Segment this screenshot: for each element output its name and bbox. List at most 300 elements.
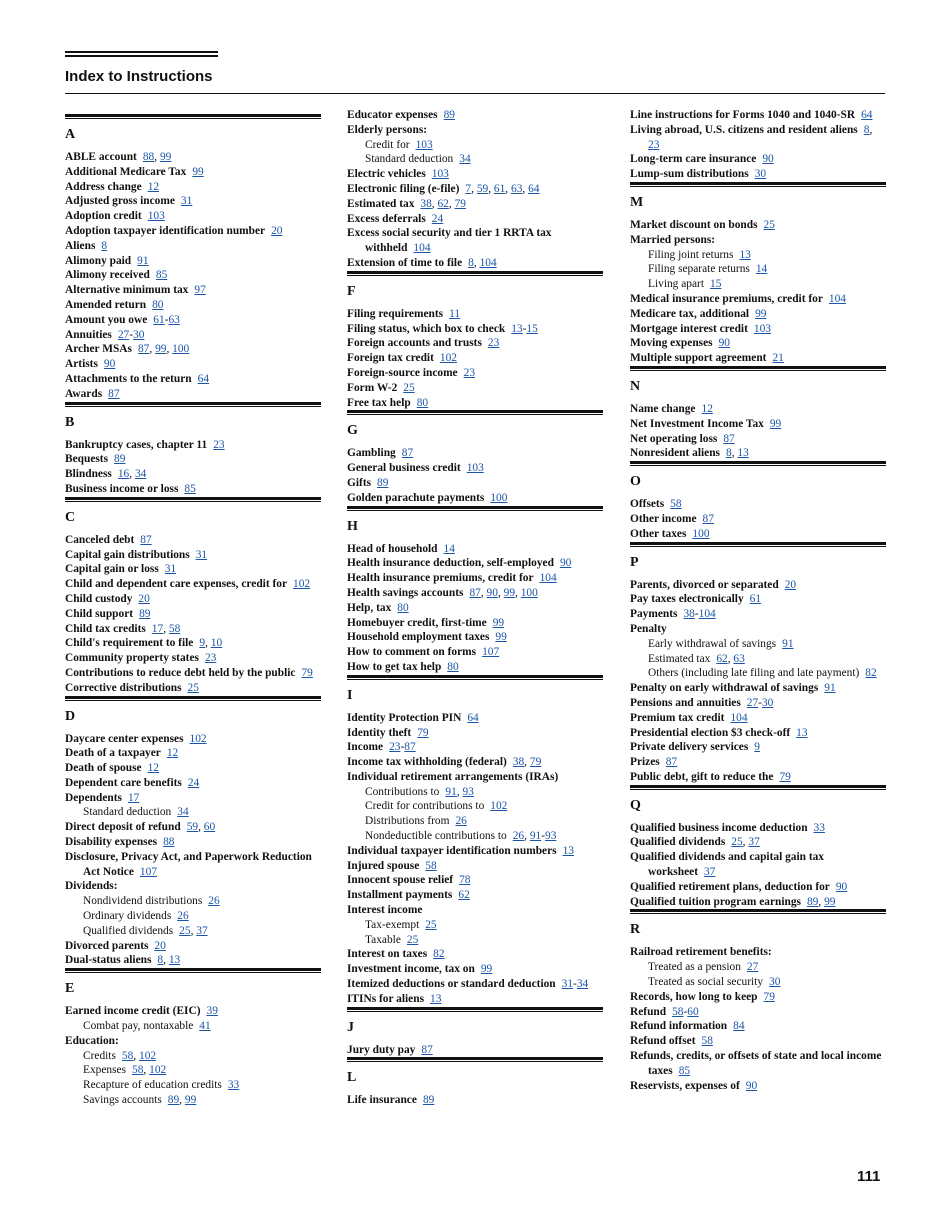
section-rule — [347, 271, 603, 276]
entry-term: Injured spouse — [347, 859, 420, 872]
entry-pages — [118, 329, 145, 341]
page-link[interactable]: 31 — [180, 195, 193, 208]
page-link[interactable]: 24 — [187, 776, 200, 789]
page-link[interactable]: 90 — [103, 358, 116, 371]
page-link[interactable]: 87 — [702, 512, 714, 525]
page-link[interactable]: 103 — [415, 138, 433, 151]
page-link[interactable]: 104 — [730, 711, 748, 724]
page-link[interactable]: 34 — [576, 978, 589, 991]
index-entry — [630, 990, 886, 1005]
page-link[interactable]: 13 — [511, 322, 523, 335]
index-entry — [65, 651, 321, 666]
page-link[interactable]: 99 — [155, 343, 167, 356]
page-link[interactable]: 103 — [147, 210, 165, 223]
page-link[interactable]: 63 — [733, 652, 745, 665]
page-link[interactable]: 33 — [813, 821, 825, 834]
page-link[interactable]: 25 — [425, 918, 437, 931]
page-link[interactable]: 37 — [748, 836, 760, 849]
index-entry — [347, 1093, 603, 1108]
page-link[interactable]: 15 — [710, 278, 722, 291]
entry-pages — [562, 978, 589, 990]
entry-term: Reservists, expenses of — [630, 1079, 740, 1092]
index-entry — [347, 962, 603, 977]
page-link[interactable]: 27 — [746, 696, 759, 709]
page-link[interactable]: 104 — [479, 256, 497, 269]
page-link[interactable]: 89 — [114, 453, 126, 466]
section-rule — [347, 506, 603, 511]
index-entry — [630, 835, 886, 850]
page-separator: - — [522, 322, 527, 335]
index-entry — [630, 307, 886, 322]
index-section — [347, 108, 603, 271]
entry-pages — [513, 756, 541, 768]
index-entry — [347, 197, 603, 212]
index-entry — [65, 939, 321, 954]
page-separator: - — [573, 978, 577, 991]
entry-pages — [153, 314, 180, 326]
page-link[interactable]: 87 — [108, 387, 120, 400]
page-link[interactable]: 23 — [487, 337, 500, 350]
page-link[interactable]: 85 — [678, 1064, 691, 1077]
page-link[interactable]: 102 — [149, 1064, 167, 1077]
page-link[interactable]: 17 — [127, 791, 140, 804]
page-link[interactable]: 102 — [189, 732, 207, 745]
page-link[interactable]: 30 — [769, 976, 781, 989]
index-entry — [65, 1034, 321, 1049]
page-link[interactable]: 99 — [824, 895, 836, 908]
page-link[interactable]: 12 — [147, 762, 159, 775]
index-subentry — [630, 652, 886, 667]
page-link[interactable]: 7 — [465, 182, 472, 195]
page-link[interactable]: 90 — [745, 1079, 758, 1092]
page-link[interactable]: 64 — [528, 182, 540, 195]
page-link[interactable]: 107 — [482, 646, 500, 659]
page-link[interactable]: 102 — [139, 1049, 157, 1062]
entry-pages — [152, 623, 180, 635]
entry-pages — [128, 792, 139, 804]
page-link[interactable]: 58 — [670, 498, 682, 511]
entry-term: Refund — [630, 1005, 667, 1018]
page-link[interactable]: 99 — [755, 307, 767, 320]
page-link[interactable]: 88 — [142, 151, 155, 163]
entry-term: Qualified dividends — [83, 924, 174, 937]
page-link[interactable]: 31 — [561, 978, 574, 991]
page-link[interactable]: 87 — [421, 1043, 433, 1056]
page-link[interactable]: 23 — [204, 652, 217, 665]
page-link[interactable]: 87 — [404, 741, 416, 754]
page-link[interactable]: 79 — [779, 770, 791, 783]
page-link[interactable]: 15 — [526, 322, 538, 335]
entry-term: Qualified retirement plans, deduction for — [630, 880, 830, 893]
index-section — [630, 108, 886, 182]
page-link[interactable]: 60 — [687, 1005, 699, 1018]
entry-term: Net Investment Income Tax — [630, 417, 764, 430]
page-link[interactable]: 26 — [177, 910, 189, 923]
page-link[interactable]: 25 — [403, 381, 415, 394]
index-entry — [65, 194, 321, 209]
index-section-a — [65, 114, 321, 402]
page-link[interactable]: 11 — [449, 307, 461, 320]
page-link[interactable]: 31 — [195, 548, 208, 561]
index-section-r — [630, 909, 886, 1093]
entry-term: Child's requirement to file — [65, 637, 194, 650]
page-separator: , — [505, 182, 511, 195]
index-entry — [630, 218, 886, 233]
page-link[interactable]: 12 — [701, 402, 713, 415]
page-link[interactable]: 23 — [213, 438, 225, 451]
section-rule — [65, 696, 321, 701]
page-link[interactable]: 20 — [138, 592, 150, 605]
entry-term: Free tax help — [347, 396, 411, 409]
section-rule — [630, 909, 886, 914]
page-link[interactable]: 90 — [762, 153, 774, 166]
section-rule — [630, 542, 886, 547]
page-link[interactable]: 91 — [445, 785, 457, 798]
page-link[interactable]: 39 — [206, 1005, 218, 1018]
page-link[interactable]: 58 — [701, 1035, 713, 1048]
page-link[interactable]: 13 — [737, 447, 749, 460]
page-link[interactable]: 79 — [301, 666, 313, 679]
index-entry — [347, 446, 603, 461]
page-link[interactable]: 9 — [199, 637, 206, 650]
page-link[interactable]: 90 — [486, 586, 498, 599]
page-link[interactable]: 25 — [763, 218, 775, 231]
entry-term: Dependents — [65, 791, 122, 804]
page-link[interactable]: 34 — [177, 806, 189, 819]
entry-pages — [194, 284, 205, 296]
entry-pages — [444, 543, 455, 555]
section-letter: M — [630, 194, 644, 210]
page-link[interactable]: 100 — [692, 527, 710, 540]
page-link[interactable]: 64 — [861, 109, 873, 121]
page-link[interactable]: 104 — [539, 572, 557, 585]
index-section-i — [347, 675, 603, 1007]
page-link[interactable]: 89 — [422, 1094, 435, 1107]
page-link[interactable]: 104 — [413, 242, 431, 255]
page-link[interactable]: 23 — [648, 138, 660, 151]
page-link[interactable]: 41 — [199, 1020, 211, 1033]
page-link[interactable]: 99 — [480, 963, 493, 976]
page-link[interactable]: 87 — [723, 432, 735, 445]
entry-term: Amended return — [65, 298, 147, 311]
entry-term: Penalty on early withdrawal of savings — [630, 682, 819, 695]
index-entry — [347, 1043, 603, 1058]
page-link[interactable]: 79 — [763, 990, 775, 1003]
page-link[interactable]: 99 — [503, 586, 516, 599]
entry-term: Death of spouse — [65, 762, 142, 775]
page-link[interactable]: 37 — [196, 924, 208, 937]
page-link[interactable]: 13 — [796, 726, 808, 739]
entry-pages — [488, 337, 499, 349]
entry-pages — [148, 210, 165, 222]
page-link[interactable]: 87 — [665, 756, 678, 769]
entry-term: Educator expenses — [347, 109, 438, 121]
index-entry — [630, 123, 886, 153]
page-link[interactable]: 30 — [761, 696, 774, 709]
page-link[interactable]: 99 — [192, 165, 204, 178]
page-link[interactable]: 80 — [416, 396, 429, 409]
index-subentry — [630, 277, 886, 292]
page-link[interactable]: 90 — [718, 337, 730, 350]
page-link[interactable]: 91 — [782, 637, 794, 650]
entry-term: Business income or loss — [65, 482, 179, 495]
entry-pages — [177, 910, 188, 922]
page-separator: , — [166, 343, 173, 356]
page-link[interactable]: 30 — [133, 328, 145, 341]
page-link[interactable]: 59 — [186, 821, 199, 834]
entry-pages — [148, 762, 159, 774]
page-link[interactable]: 64 — [197, 372, 210, 385]
index-entry — [347, 212, 603, 227]
entry-term: Payments — [630, 608, 678, 621]
page-link[interactable]: 103 — [753, 322, 771, 335]
page-link[interactable]: 38 — [420, 197, 432, 210]
entry-pages — [692, 528, 709, 540]
page-link[interactable]: 61 — [153, 313, 165, 326]
page-link[interactable]: 79 — [417, 726, 429, 739]
index-entry — [347, 307, 603, 322]
page-link[interactable]: 80 — [447, 660, 459, 673]
page-link[interactable]: 87 — [140, 533, 152, 546]
index-entry — [630, 1079, 886, 1094]
entry-pages — [167, 747, 178, 759]
page-link[interactable]: 31 — [164, 563, 177, 576]
page-link[interactable]: 17 — [151, 622, 164, 635]
page-link[interactable]: 14 — [755, 263, 768, 276]
page-link[interactable]: 102 — [293, 578, 311, 591]
page-link[interactable]: 58 — [168, 622, 181, 635]
page-link[interactable]: 26 — [455, 815, 467, 828]
entry-pages — [861, 109, 872, 121]
index-entry — [630, 527, 886, 542]
entry-term: Gambling — [347, 447, 396, 460]
page-link[interactable]: 91 — [824, 682, 836, 695]
page-link[interactable]: 91 — [529, 830, 542, 843]
entry-pages — [416, 139, 433, 151]
page-link[interactable]: 102 — [439, 352, 457, 365]
page-link[interactable]: 97 — [194, 284, 206, 297]
page-link[interactable]: 38 — [512, 756, 525, 769]
entry-term: Investment income, tax on — [347, 963, 475, 976]
page-link[interactable]: 90 — [835, 880, 848, 893]
page-link[interactable]: 26 — [512, 830, 525, 843]
index-entry — [630, 402, 886, 417]
page-link[interactable]: 79 — [529, 756, 542, 769]
page-link[interactable]: 85 — [155, 269, 168, 282]
index-section-g — [347, 410, 603, 505]
page-link[interactable]: 87 — [401, 447, 414, 460]
page-link[interactable]: 78 — [459, 874, 471, 887]
page-link[interactable]: 88 — [163, 836, 175, 849]
page-link[interactable]: 13 — [562, 844, 574, 857]
page-link[interactable]: 8 — [101, 239, 108, 252]
page-link[interactable]: 27 — [746, 961, 759, 974]
entry-term: Divorced parents — [65, 939, 149, 952]
page-link[interactable]: 58 — [672, 1005, 684, 1018]
page-link[interactable]: 14 — [443, 542, 455, 555]
page-link[interactable]: 8 — [468, 256, 474, 269]
page-link[interactable]: 99 — [492, 616, 505, 629]
entry-term: Refund offset — [630, 1035, 696, 1048]
page-link[interactable]: 20 — [784, 578, 797, 591]
page-link[interactable]: 100 — [172, 343, 190, 356]
page-link[interactable]: 34 — [134, 468, 147, 481]
entry-term: Credits — [83, 1049, 116, 1062]
entry-term: Alimony received — [65, 269, 150, 282]
page-link[interactable]: 8 — [725, 447, 732, 460]
entry-pages — [769, 976, 780, 988]
index-entry — [347, 755, 603, 770]
page-link[interactable]: 26 — [208, 895, 220, 908]
page-link[interactable]: 8 — [863, 123, 870, 136]
entry-pages — [108, 388, 119, 400]
page-link[interactable]: 13 — [168, 954, 181, 967]
page-link[interactable]: 82 — [433, 948, 445, 961]
entry-term: Standard deduction — [83, 806, 172, 819]
page-link[interactable]: 62 — [458, 889, 470, 902]
page-link[interactable]: 30 — [754, 168, 767, 181]
page-link[interactable]: 99 — [495, 631, 507, 644]
page-link[interactable]: 9 — [754, 741, 760, 754]
entry-term: Offsets — [630, 498, 665, 511]
page-link[interactable]: 24 — [431, 212, 444, 225]
index-entry — [347, 182, 603, 197]
page-link[interactable]: 34 — [459, 153, 471, 166]
page-link[interactable]: 99 — [769, 417, 782, 430]
page-link[interactable]: 61 — [493, 182, 506, 195]
page-link[interactable]: 87 — [137, 343, 150, 356]
page-link[interactable]: 60 — [203, 821, 216, 834]
page-link[interactable]: 16 — [117, 468, 130, 481]
entry-pages — [440, 352, 457, 364]
page-link[interactable]: 58 — [132, 1064, 144, 1077]
page-link[interactable]: 12 — [166, 747, 179, 760]
entry-pages — [762, 153, 773, 165]
page-link[interactable]: 84 — [733, 1020, 745, 1033]
page-link[interactable]: 91 — [137, 254, 149, 267]
page-link[interactable]: 80 — [152, 298, 164, 311]
entry-term: Household employment taxes — [347, 631, 490, 644]
entry-term: Income — [347, 741, 384, 754]
page-link[interactable]: 99 — [184, 1094, 197, 1107]
page-link[interactable]: 93 — [545, 830, 557, 843]
index-entry — [347, 336, 603, 351]
page-link[interactable]: 20 — [154, 939, 166, 952]
entry-pages — [495, 631, 506, 643]
entry-term: Extension of time to file — [347, 256, 463, 269]
page-link[interactable]: 89 — [443, 109, 455, 121]
page-link[interactable]: 104 — [698, 608, 716, 621]
entry-pages — [672, 1006, 699, 1018]
page-link[interactable]: 8 — [157, 954, 164, 967]
index-entry — [65, 666, 321, 681]
entry-term: Railroad retirement benefits: — [630, 946, 772, 959]
index-column-2 — [347, 108, 603, 1108]
page-link[interactable]: 25 — [187, 681, 199, 694]
index-entry — [65, 533, 321, 548]
entry-pages — [865, 667, 876, 679]
page-link[interactable]: 85 — [184, 482, 196, 495]
page-separator: , — [133, 1049, 139, 1062]
entry-pages — [154, 940, 165, 952]
page-link[interactable]: 37 — [703, 866, 716, 879]
page-separator: , — [869, 123, 873, 136]
page-link[interactable]: 103 — [431, 168, 449, 181]
page-link[interactable]: 89 — [377, 476, 389, 489]
entry-term: Net operating loss — [630, 432, 718, 445]
page-link[interactable]: 27 — [117, 328, 130, 341]
page-link[interactable]: 33 — [227, 1079, 240, 1092]
page-link[interactable]: 63 — [511, 182, 523, 195]
page-link[interactable]: 59 — [476, 182, 489, 195]
section-letter: D — [65, 708, 76, 724]
page-link[interactable]: 93 — [462, 785, 474, 798]
index-entry — [630, 850, 886, 880]
page-link[interactable]: 62 — [716, 652, 728, 665]
page-link[interactable]: 13 — [739, 248, 751, 261]
section-letter: G — [347, 423, 358, 439]
page-link[interactable]: 89 — [806, 895, 819, 908]
entry-pages — [513, 830, 557, 842]
page-link[interactable]: 23 — [463, 366, 476, 379]
page-link[interactable]: 61 — [749, 593, 762, 606]
page-link[interactable]: 23 — [389, 741, 401, 754]
page-link[interactable]: 100 — [490, 491, 508, 504]
page-link[interactable]: 58 — [425, 859, 437, 872]
entry-pages — [420, 198, 466, 210]
page-link[interactable]: 90 — [559, 557, 572, 570]
index-entry — [347, 977, 603, 992]
page-link[interactable]: 63 — [168, 313, 180, 326]
page-link[interactable]: 64 — [467, 711, 479, 724]
page-link[interactable]: 82 — [865, 667, 877, 680]
page-link[interactable]: 21 — [772, 352, 784, 365]
page-link[interactable]: 89 — [167, 1094, 180, 1107]
entry-term: Foreign accounts and trusts — [347, 337, 482, 350]
page-link[interactable]: 12 — [147, 180, 160, 193]
page-link[interactable]: 87 — [469, 586, 481, 599]
page-link[interactable]: 25 — [179, 924, 191, 937]
index-entry — [65, 607, 321, 622]
entry-pages — [187, 821, 215, 833]
page-link[interactable]: 20 — [271, 224, 283, 237]
entry-pages — [730, 712, 747, 724]
page-link[interactable]: 100 — [520, 586, 538, 599]
page-link[interactable]: 38 — [683, 608, 695, 621]
page-link[interactable]: 104 — [828, 292, 846, 305]
page-link[interactable]: 58 — [121, 1049, 134, 1062]
index-entry — [347, 711, 603, 726]
page-link[interactable]: 107 — [139, 865, 158, 878]
index-subentry — [347, 152, 603, 167]
index-section-l — [347, 1057, 603, 1108]
index-entry — [630, 578, 886, 593]
page-link[interactable]: 102 — [490, 800, 508, 813]
page-link[interactable]: 99 — [159, 151, 172, 163]
entry-pages — [702, 403, 713, 415]
entry-pages — [814, 822, 825, 834]
page-link[interactable]: 79 — [454, 197, 466, 210]
page-link[interactable]: 13 — [430, 992, 442, 1005]
page-link[interactable]: 80 — [397, 601, 409, 614]
page-link[interactable]: 10 — [210, 637, 223, 650]
section-rule — [65, 968, 321, 973]
page-link[interactable]: 25 — [406, 933, 419, 946]
page-link[interactable]: 25 — [731, 836, 743, 849]
page-link[interactable]: 62 — [437, 197, 449, 210]
page-link[interactable]: 89 — [139, 607, 151, 620]
page-link[interactable]: 103 — [466, 462, 484, 475]
